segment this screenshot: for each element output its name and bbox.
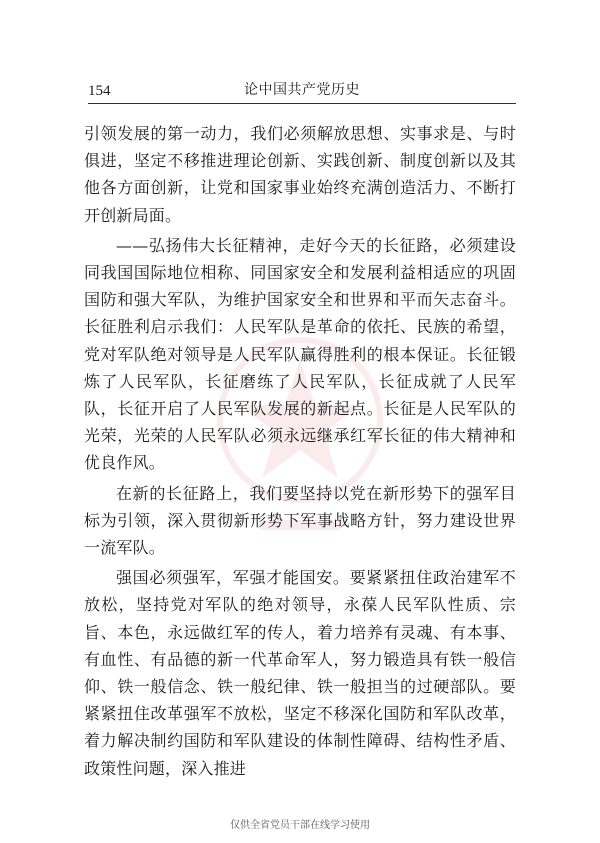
page-header [88, 80, 516, 104]
header-rule [88, 103, 516, 104]
running-title: 论中国共产党历史 [244, 82, 360, 98]
footer-usage-note: 仅供全省党员干部在线学习使用 [230, 820, 370, 831]
paragraph-long-march-spirit: ——弘扬伟大长征精神，走好今天的长征路，必须建设同我国国际地位相称、同国家安全和发展利益相适应的巩固国防和强大军队，为维护国家安全和世界和平而矢志奋斗。长征胜利启示我们：人民军队是革命的依托、民族的希望，党对军队绝对领导是人民军队赢得胜利的根本保证。长征锻炼了人民军队，长征磨练了人民军队，长征成就了人民军队，长征开启了人民军队发展的新起点。长征是人民军队的光荣，光荣的人民军队必须永远继承红军长征的伟大精神和优良作风。 [84, 235, 516, 473]
paragraph-new-long-march: 在新的长征路上，我们要坚持以党在新形势下的强军目标为引领，深入贯彻新形势下军事战略方针，努力建设世界一流军队。 [84, 483, 516, 558]
page-number: 154 [88, 83, 111, 99]
paragraph-strong-army: 强国必须强军，军强才能国安。要紧紧扭住政治建军不放松，坚持党对军队的绝对领导，永葆人民军队性质、宗旨、本色，永远做红军的传人，着力培养有灵魂、有本事、有血性、有品德的新一代革命军人，努力锻造具有铁一般信仰、铁一般信念、铁一般纪律、铁一般担当的过硬部队。要紧紧扭住改革强军不放松，坚定不移深化国防和军队改革，着力解决制约国防和军队建设的体制性障碍、结构性矛盾、政策性问题，深入推进 [84, 568, 516, 778]
paragraph-continuation: 引领发展的第一动力，我们必须解放思想、实事求是、与时俱进，坚定不移推进理论创新、实践创新、制度创新以及其他各方面创新，让党和国家事业始终充满创造活力、不断打开创新局面。 [84, 124, 516, 225]
body-text [84, 120, 516, 785]
